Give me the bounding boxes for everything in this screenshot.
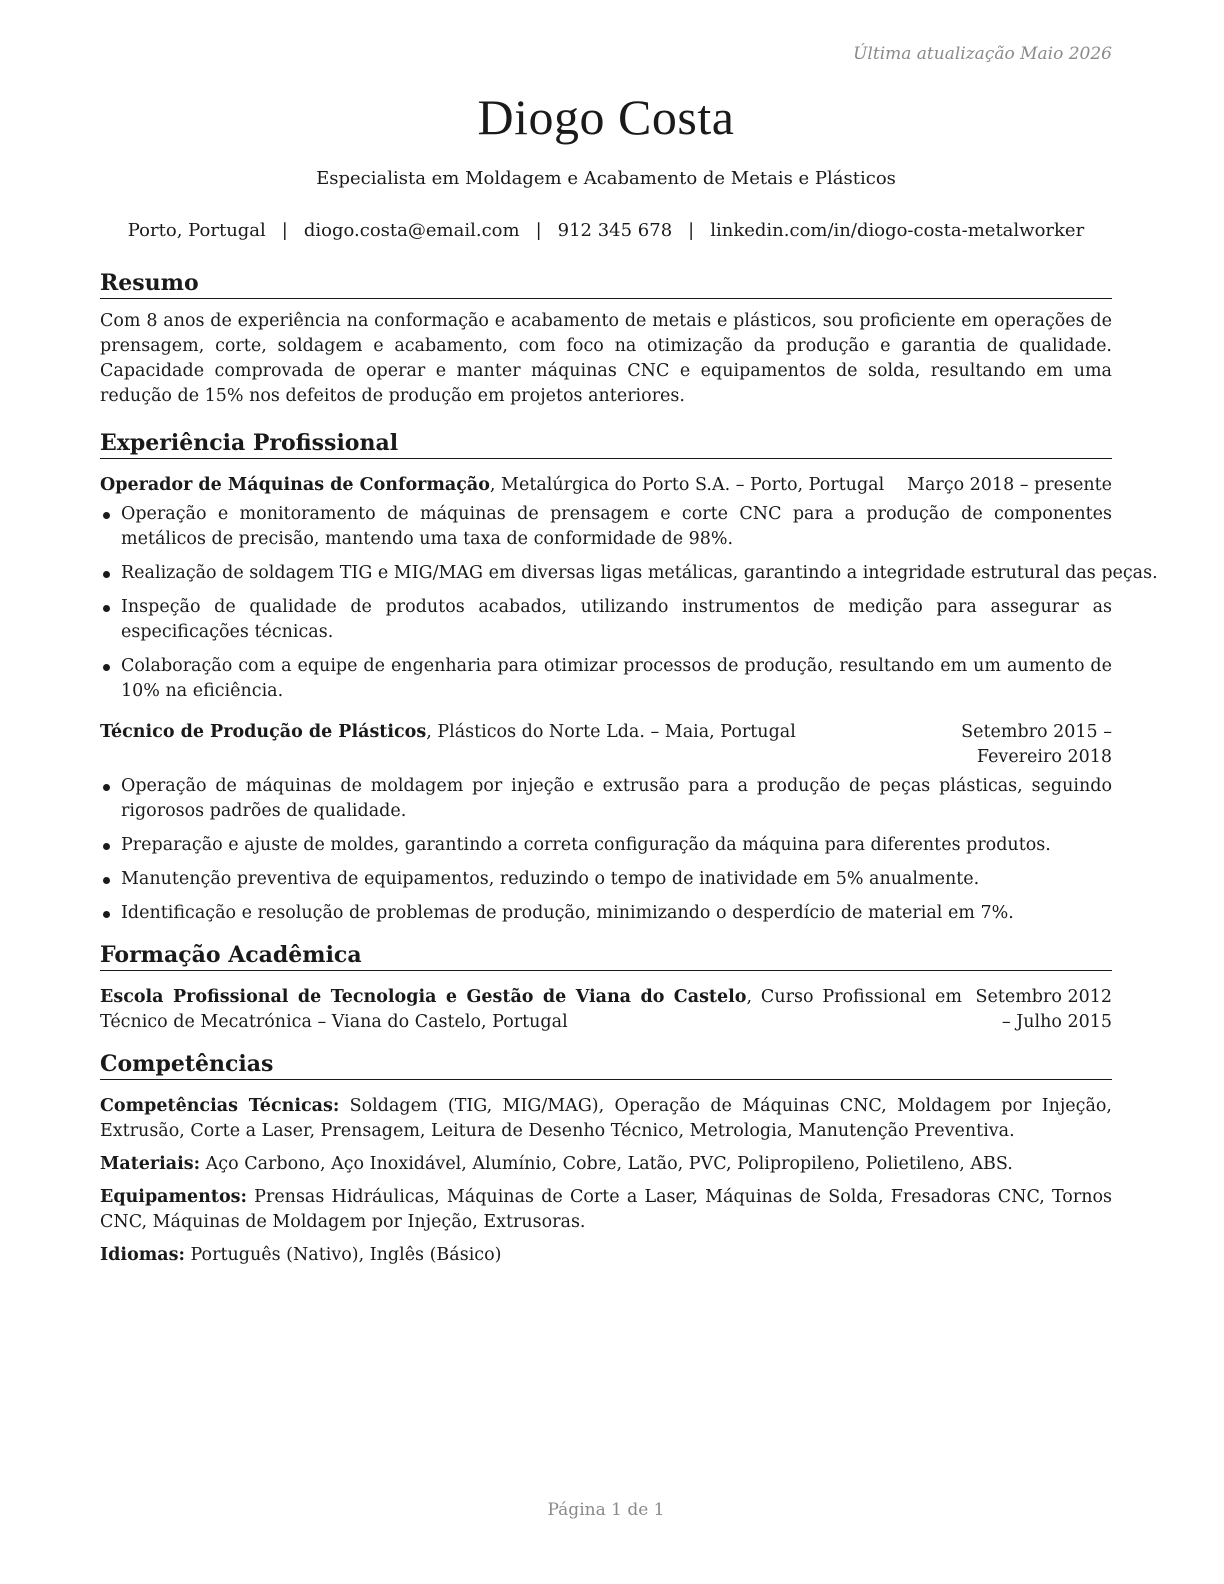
skill-value: Português (Nativo), Inglês (Básico) — [184, 1245, 502, 1265]
education-entry — [100, 985, 1112, 1035]
skill-value: Aço Carbono, Aço Inoxidável, Alumínio, Cobre, Latão, PVC, Polipropileno, Polietileno, ABS. — [200, 1154, 1013, 1174]
list-item: Preparação e ajuste de moldes, garantindo a correta configuração da máquina para diferentes produtos. — [100, 833, 1112, 858]
education-course: , Curso Profissional em Técnico de Mecatrónica – Viana do Castelo, Portugal — [100, 987, 962, 1032]
skill-item — [100, 1185, 1112, 1235]
page-number: Página 1 de 1 — [547, 1500, 665, 1520]
summary-heading: Resumo — [100, 270, 1112, 299]
job-bullets — [100, 502, 1158, 704]
list-item: Operação e monitoramento de máquinas de prensagem e corte CNC para a produção de componentes metálicos de precisão, mantendo uma taxa de conformidade de 98%. — [100, 502, 1112, 552]
skills-section — [100, 1051, 1112, 1268]
contact-email[interactable]: diogo.costa@email.com — [303, 220, 520, 241]
job-dates: Março 2018 – presente — [907, 475, 1112, 495]
skill-item — [100, 1243, 1112, 1268]
education-section — [100, 942, 1112, 1035]
skill-item — [100, 1094, 1112, 1144]
contact-separator: | — [535, 220, 542, 241]
last-updated: Última atualização Maio 2026 — [853, 44, 1112, 64]
list-item: Manutenção preventiva de equipamentos, reduzindo o tempo de inatividade em 5% anualmente. — [100, 867, 1112, 892]
resume-page — [100, 0, 1158, 1584]
skill-label: Idiomas: — [100, 1245, 185, 1265]
job-role: Técnico de Produção de Plásticos — [100, 722, 427, 742]
skill-label: Materiais: — [100, 1154, 201, 1174]
skill-item — [100, 1152, 1112, 1177]
job-bullets — [100, 774, 1112, 926]
contact-separator: | — [281, 220, 288, 241]
list-item: Operação de máquinas de moldagem por injeção e extrusão para a produção de peças plásticas, seguindo rigorosos padrões de qualidade. — [100, 774, 1112, 824]
candidate-title: Especialista em Moldagem e Acabamento de Metais e Plásticos — [316, 168, 896, 189]
experience-section — [100, 430, 1158, 935]
job-company: , Plásticos do Norte Lda. – Maia, Portugal — [426, 722, 796, 742]
list-item: Colaboração com a equipe de engenharia para otimizar processos de produção, resultando em um aumento de 10% na eficiência. — [100, 654, 1112, 704]
summary-section — [100, 270, 1112, 409]
job-company: , Metalúrgica do Porto S.A. – Porto, Portugal — [489, 475, 885, 495]
contact-location: Porto, Portugal — [127, 220, 266, 241]
contact-separator: | — [688, 220, 695, 241]
skill-value: Prensas Hidráulicas, Máquinas de Corte a Laser, Máquinas de Solda, Fresadoras CNC, Tornos CNC, Máquinas de Moldagem por Injeção, Extrusoras. — [100, 1187, 1112, 1232]
contact-phone: 912 345 678 — [557, 220, 673, 241]
education-school: Escola Profissional de Tecnologia e Gestão de Viana do Castelo — [100, 987, 747, 1007]
candidate-name: Diogo Costa — [477, 89, 735, 145]
summary-text: Com 8 anos de experiência na conformação e acabamento de metais e plásticos, sou proficiente em operações de prensagem, corte, soldagem e acabamento, com foco na otimização da produção e garantia de qualidade. Capacidade comprovada de operar e manter máquinas CNC e equipamentos de solda, resultando em uma redução de 15% nos defeitos de produção em projetos anteriores. — [100, 311, 1112, 406]
skill-label: Competências Técnicas: — [100, 1096, 340, 1116]
contact-linkedin[interactable]: linkedin.com/in/diogo-costa-metalworker — [710, 220, 1085, 241]
skill-value: Soldagem (TIG, MIG/MAG), Operação de Máquinas CNC, Moldagem por Injeção, Extrusão, Corte a Laser, Prensagem, Leitura de Desenho Técnico, Metrologia, Manutenção Preventiva. — [100, 1096, 1112, 1141]
job-dates: Setembro 2015 – Fevereiro 2018 — [961, 722, 1112, 767]
education-heading: Formação Acadêmica — [100, 942, 1112, 971]
list-item: Realização de soldagem TIG e MIG/MAG em diversas ligas metálicas, garantindo a integridade estrutural das peças. — [100, 561, 1112, 586]
contact-line — [100, 220, 1112, 241]
education-dates: Setembro 2012 – Julho 2015 — [975, 987, 1112, 1032]
job-header — [100, 473, 1112, 498]
skills-heading: Competências — [100, 1051, 1112, 1080]
job-header — [100, 720, 1112, 770]
list-item: Identificação e resolução de problemas de produção, minimizando o desperdício de material em 7%. — [100, 901, 1112, 926]
skill-label: Equipamentos: — [100, 1187, 247, 1207]
job-role: Operador de Máquinas de Conformação — [100, 475, 490, 495]
list-item: Inspeção de qualidade de produtos acabados, utilizando instrumentos de medição para assegurar as especificações técnicas. — [100, 595, 1112, 645]
experience-heading: Experiência Profissional — [100, 430, 1112, 459]
